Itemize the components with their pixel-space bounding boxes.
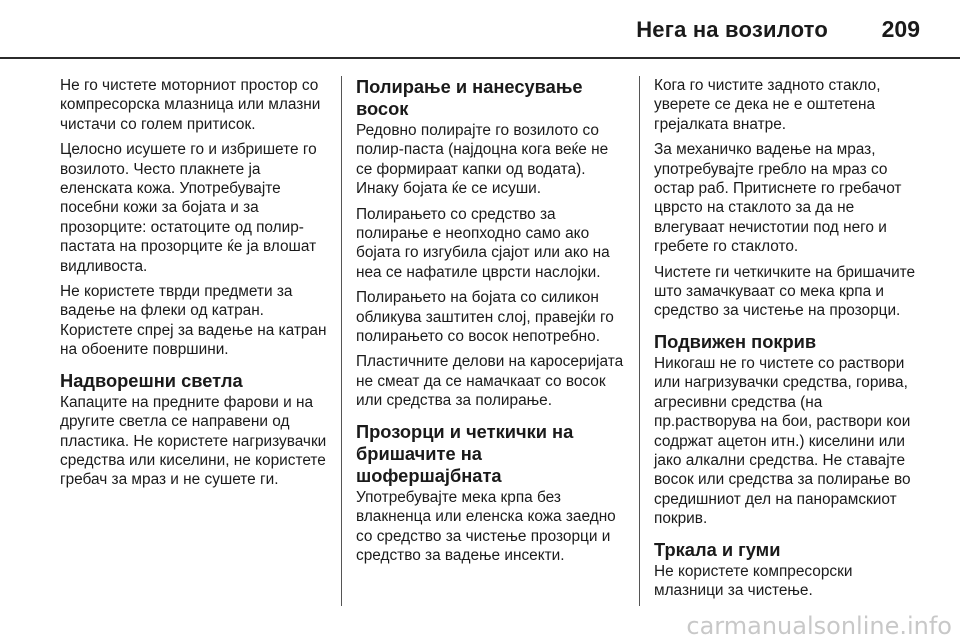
paragraph: Целосно исушете го и избришете го возилото. Често плакнете ја еленската кожа. Употребувајте посебни кожи за бојата и за прозорците: остатоците од полир-пастата на прозорците ќе ја влошат видливоста. <box>60 141 317 275</box>
paragraph: Употребувајте мека крпа без влакненца или еленска кожа заедно со средство за чистење прозорци и средство за вадење инсекти. <box>356 488 616 564</box>
paragraph: Не го чистете моторниот простор со компресорска млазница или млазни чистачи со голем притисок. <box>60 77 321 133</box>
header-divider <box>0 57 960 59</box>
paragraph: Не користете тврди предмети за вадење на флеки од катран. Користете спреј за вадење на катран на обоените површини. <box>60 283 327 359</box>
paragraph: Полирањето на бојата со силикон обликува заштитен слој, правејќи го полирањето со восок непотребно. <box>356 289 614 346</box>
column-2 <box>356 76 626 571</box>
section-heading-sunroof: Подвижен покрив <box>654 330 817 352</box>
section-heading-exterior-lights: Надворешни светла <box>60 369 243 391</box>
paragraph: Капаците на предните фарови и на другите светла се направени од пластика. Не користете нагризувачки средства или киселини, не користете гребач за мраз и не сушете ги. <box>60 393 327 489</box>
paragraph: Редовно полирајте го возилото со полир-паста (најдоцна кога веќе не се формираат капки од водата). Инаку бојата ќе се исуши. <box>356 122 609 198</box>
paragraph: Пластичните делови на каросеријата не смеат да се намачкаат со восок или средства за полирање. <box>356 353 624 410</box>
section-heading-polishing: Полирање и нанесување восок <box>356 76 583 119</box>
page-number: 209 <box>881 16 920 42</box>
section-heading-windows-wipers: Прозорци и четкички на бришачите на шофершајбната <box>356 420 574 486</box>
watermark: carmanualsonline.info <box>686 612 952 640</box>
page-title: Нега на возилото <box>636 17 828 42</box>
paragraph: Чистете ги четкичките на бришачите што замачкуваат со мека крпа и средство за чистење на прозорци. <box>654 263 916 320</box>
paragraph: За механичко вадење на мраз, употребувајте гребло на мраз со остар раб. Притиснете го гребачот цврсто на стаклото за да не влегуваат нечистотии под него и гребете го стаклото. <box>654 141 902 256</box>
paragraph: Никогаш не го чистете со раствори или нагризувачки средства, горива, агресивни средства (на пр.растворува на бои, раствори кои содржат ацетон итн.) киселини или јако алкални средства. Не ставајте восок или средства за полирање во средишниот дел на панорамскиот покрив. <box>654 354 911 528</box>
page-header <box>0 0 960 60</box>
section-heading-wheels-tyres: Тркала и гуми <box>654 538 781 560</box>
column-3 <box>654 76 926 606</box>
paragraph: Не користете компресорски млазници за чистење. <box>654 562 853 599</box>
paragraph: Полирањето со средство за полирање е неопходно само ако бојата го изгубила сјајот или ако на неа се нафатиле цврсти наслојки. <box>356 205 610 281</box>
column-divider <box>639 76 640 606</box>
column-divider <box>341 76 342 606</box>
column-1 <box>60 76 328 496</box>
paragraph: Кога го чистите задното стакло, уверете се дека не е оштетена грејалката внатре. <box>654 77 881 133</box>
